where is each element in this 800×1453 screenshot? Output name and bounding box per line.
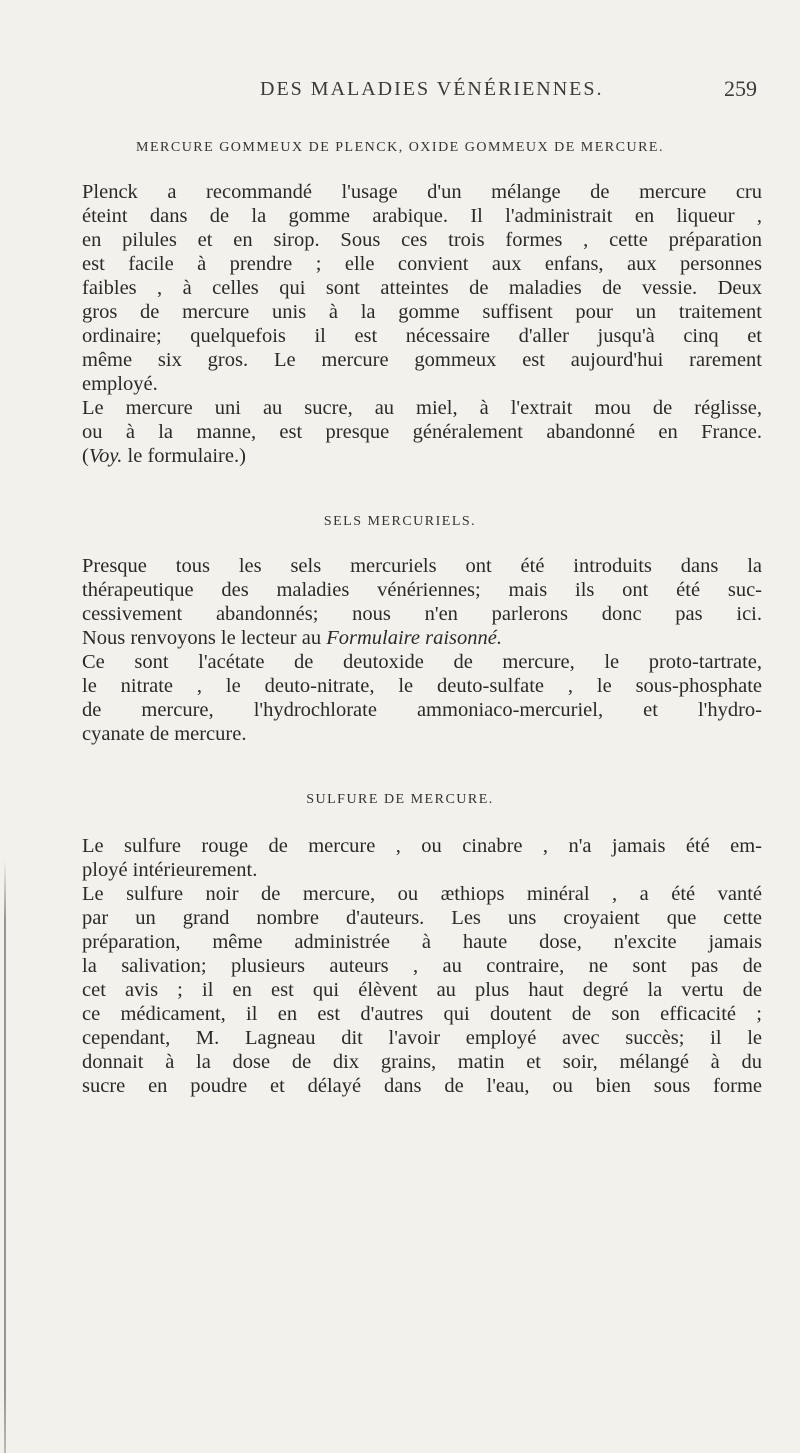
paragraph-sulfure-rouge [82, 834, 762, 882]
text-line: Ce sont l'acétate de deutoxide de mercure, le proto-tartrate, [82, 651, 762, 673]
page-number: 259 [724, 76, 757, 101]
text-line: ou à la manne, est presque généralement abandonné en France. [82, 421, 762, 443]
running-title: DES MALADIES VÉNÉRIENNES. [260, 78, 604, 100]
italic-reference: Formulaire raisonné. [326, 627, 502, 649]
text-line: sucre en poudre et délayé dans de l'eau, ou bien sous forme [82, 1075, 762, 1097]
text-line: employé. [82, 373, 158, 395]
paragraph-sulfure-noir [82, 882, 762, 1098]
paragraph-sels-intro [82, 554, 762, 650]
paragraph-sels-list [82, 650, 762, 746]
running-head [0, 78, 800, 108]
section-heading-sulfure: SULFURE DE MERCURE. [306, 792, 494, 807]
text-line: par un grand nombre d'auteurs. Les uns croyaient que cette [82, 907, 762, 929]
text-line: Le mercure uni au sucre, au miel, à l'extrait mou de réglisse, [82, 397, 762, 419]
text-line: cet avis ; il en est qui élèvent au plus haut degré la vertu de [82, 979, 762, 1001]
section-heading-mercure-gommeux: MERCURE GOMMEUX DE PLENCK, OXIDE GOMMEUX DE MERCURE. [136, 140, 664, 155]
page-edge-shadow [4, 860, 6, 1453]
text-line: donnait à la dose de dix grains, matin et soir, mélangé à du [82, 1051, 762, 1073]
text-line: cessivement abandonnés; nous n'en parlerons donc pas ici. [82, 603, 762, 625]
text-line: même six gros. Le mercure gommeux est aujourd'hui rarement [82, 349, 762, 371]
text-line: ce médicament, il en est d'autres qui doutent de son efficacité ; [82, 1003, 762, 1025]
text-line: de mercure, l'hydrochlorate ammoniaco-mercuriel, et l'hydro- [82, 699, 762, 721]
text-line: est facile à prendre ; elle convient aux enfans, aux personnes [82, 253, 762, 275]
text-line: préparation, même administrée à haute dose, n'excite jamais [82, 931, 762, 953]
text-line: cependant, M. Lagneau dit l'avoir employé avec succès; il le [82, 1027, 762, 1049]
text-line: (Voy. le formulaire.) [82, 445, 246, 467]
text-line: Le sulfure rouge de mercure , ou cinabre , n'a jamais été em- [82, 835, 762, 857]
text-line: Presque tous les sels mercuriels ont été introduits dans la [82, 555, 762, 577]
paragraph-plenck [82, 180, 762, 396]
italic-reference: Voy. [88, 445, 123, 467]
text-line: thérapeutique des maladies vénériennes; mais ils ont été suc- [82, 579, 762, 601]
text-line: Nous renvoyons le lecteur au Formulaire raisonné. [82, 627, 502, 649]
section-heading-sels-mercuriels: SELS MERCURIELS. [323, 514, 477, 529]
text-line: faibles , à celles qui sont atteintes de maladies de vessie. Deux [82, 277, 762, 299]
text-line: Plenck a recommandé l'usage d'un mélange de mercure cru [82, 181, 762, 203]
text-line: gros de mercure unis à la gomme suffisent pour un traitement [82, 301, 762, 323]
text-line: ordinaire; quelquefois il est nécessaire d'aller jusqu'à cinq et [82, 325, 762, 347]
text-line: cyanate de mercure. [82, 723, 247, 745]
text-line: en pilules et en sirop. Sous ces trois formes , cette préparation [82, 229, 762, 251]
text-line: ployé intérieurement. [82, 859, 258, 881]
paragraph-mercure-sucre [82, 396, 762, 468]
text-line: Le sulfure noir de mercure, ou æthiops minéral , a été vanté [82, 883, 762, 905]
text-line: la salivation; plusieurs auteurs , au contraire, ne sont pas de [82, 955, 762, 977]
text-line: éteint dans de la gomme arabique. Il l'administrait en liqueur , [82, 205, 762, 227]
text-line: le nitrate , le deuto-nitrate, le deuto-sulfate , le sous-phosphate [82, 675, 762, 697]
